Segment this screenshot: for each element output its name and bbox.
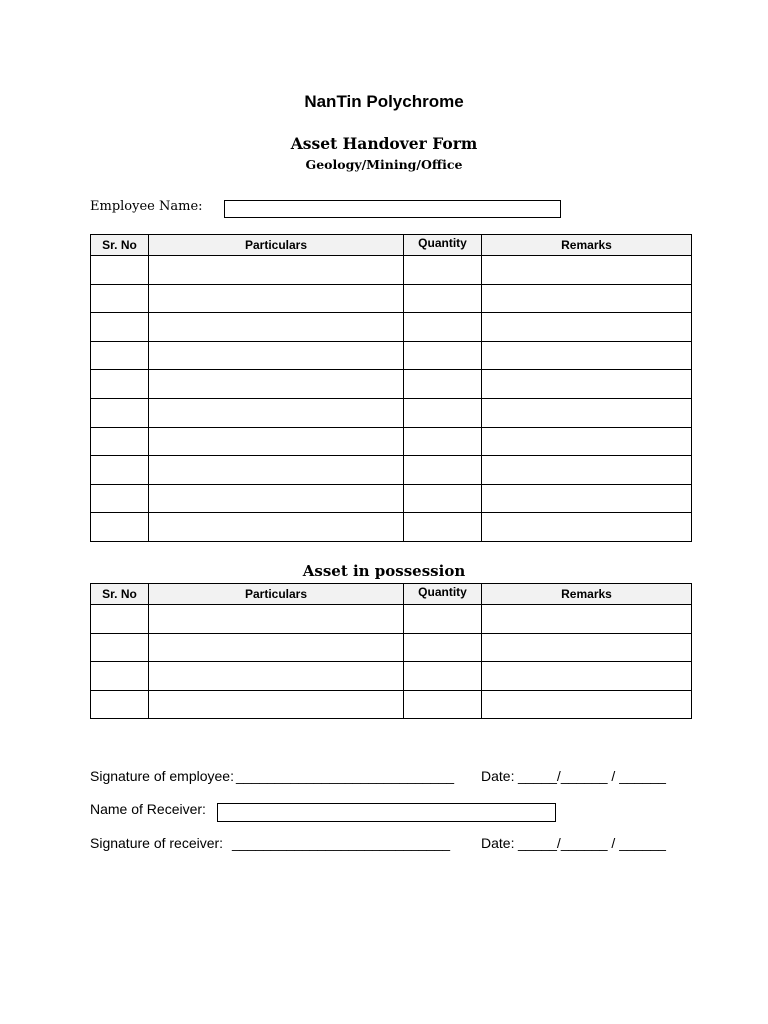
remarks-cell[interactable]: [482, 605, 692, 634]
receiver-name-field[interactable]: [217, 803, 556, 822]
remarks-cell[interactable]: [482, 370, 692, 399]
table-row: [91, 313, 692, 342]
possession-table-header: [91, 584, 692, 605]
company-name: NanTin Polychrome: [304, 92, 464, 111]
sr-no-cell[interactable]: [91, 341, 149, 370]
particulars-cell[interactable]: [149, 398, 404, 427]
possession-table: [90, 583, 692, 719]
column-header-quantity: Quantity: [404, 235, 482, 256]
particulars-cell[interactable]: [149, 456, 404, 485]
particulars-cell[interactable]: [149, 341, 404, 370]
sr-no-cell[interactable]: [91, 662, 149, 691]
date-field-receiver[interactable]: _____/______ / ______: [518, 835, 666, 851]
particulars-cell[interactable]: [149, 662, 404, 691]
table-row: [91, 456, 692, 485]
quantity-cell[interactable]: [404, 605, 482, 634]
sr-no-cell[interactable]: [91, 427, 149, 456]
sr-no-cell[interactable]: [91, 605, 149, 634]
date-label-receiver: Date:: [481, 835, 515, 851]
sr-no-cell[interactable]: [91, 313, 149, 342]
table-row: [91, 341, 692, 370]
sr-no-cell[interactable]: [91, 398, 149, 427]
remarks-cell[interactable]: [482, 513, 692, 542]
receiver-signature-label: Signature of receiver:: [90, 835, 224, 851]
sr-no-cell[interactable]: [91, 513, 149, 542]
possession-title: Asset in possession: [302, 562, 466, 580]
sr-no-cell[interactable]: [91, 484, 149, 513]
receiver-name-label: Name of Receiver:: [90, 801, 206, 817]
employee-name-field[interactable]: [224, 200, 561, 218]
particulars-cell[interactable]: [149, 633, 404, 662]
quantity-cell[interactable]: [404, 456, 482, 485]
date-label-employee: Date:: [481, 768, 515, 784]
quantity-cell[interactable]: [404, 513, 482, 542]
remarks-cell[interactable]: [482, 484, 692, 513]
remarks-cell[interactable]: [482, 284, 692, 313]
remarks-cell[interactable]: [482, 398, 692, 427]
quantity-cell[interactable]: [404, 633, 482, 662]
particulars-cell[interactable]: [149, 427, 404, 456]
quantity-cell[interactable]: [404, 662, 482, 691]
remarks-cell[interactable]: [482, 341, 692, 370]
quantity-cell[interactable]: [404, 484, 482, 513]
column-header-particulars: Particulars: [149, 584, 404, 605]
sr-no-cell[interactable]: [91, 690, 149, 719]
column-header-sr-no: Sr. No: [91, 235, 149, 256]
remarks-cell[interactable]: [482, 256, 692, 285]
table-row: [91, 513, 692, 542]
remarks-cell[interactable]: [482, 633, 692, 662]
remarks-cell[interactable]: [482, 690, 692, 719]
possession-table-body: [91, 605, 692, 719]
quantity-cell[interactable]: [404, 313, 482, 342]
form-title: Asset Handover Form: [290, 134, 478, 153]
employee-signature-line[interactable]: ____________________________: [236, 768, 455, 784]
employee-signature-label: Signature of employee:: [90, 768, 234, 784]
sr-no-cell[interactable]: [91, 284, 149, 313]
quantity-cell[interactable]: [404, 256, 482, 285]
table-row: [91, 633, 692, 662]
sr-no-cell[interactable]: [91, 633, 149, 662]
form-subtitle: Geology/Mining/Office: [305, 157, 463, 172]
handover-table: [90, 234, 692, 542]
remarks-cell[interactable]: [482, 427, 692, 456]
date-field-employee[interactable]: _____/______ / ______: [518, 768, 666, 784]
column-header-particulars: Particulars: [149, 235, 404, 256]
sr-no-cell[interactable]: [91, 256, 149, 285]
sr-no-cell[interactable]: [91, 456, 149, 485]
quantity-cell[interactable]: [404, 284, 482, 313]
column-header-quantity: Quantity: [404, 584, 482, 605]
sr-no-cell[interactable]: [91, 370, 149, 399]
column-header-remarks: Remarks: [482, 235, 692, 256]
quantity-cell[interactable]: [404, 370, 482, 399]
table-row: [91, 256, 692, 285]
quantity-cell[interactable]: [404, 427, 482, 456]
quantity-cell[interactable]: [404, 341, 482, 370]
receiver-signature-line[interactable]: ____________________________: [232, 835, 451, 851]
particulars-cell[interactable]: [149, 605, 404, 634]
remarks-cell[interactable]: [482, 313, 692, 342]
remarks-cell[interactable]: [482, 456, 692, 485]
handover-table-body: [91, 256, 692, 542]
column-header-sr-no: Sr. No: [91, 584, 149, 605]
remarks-cell[interactable]: [482, 662, 692, 691]
employee-name-label: Employee Name:: [90, 199, 203, 214]
table-row: [91, 662, 692, 691]
quantity-cell[interactable]: [404, 690, 482, 719]
column-header-remarks: Remarks: [482, 584, 692, 605]
table-row: [91, 398, 692, 427]
particulars-cell[interactable]: [149, 370, 404, 399]
particulars-cell[interactable]: [149, 256, 404, 285]
table-row: [91, 605, 692, 634]
table-row: [91, 484, 692, 513]
quantity-cell[interactable]: [404, 398, 482, 427]
table-row: [91, 427, 692, 456]
particulars-cell[interactable]: [149, 284, 404, 313]
table-row: [91, 690, 692, 719]
particulars-cell[interactable]: [149, 484, 404, 513]
table-row: [91, 284, 692, 313]
particulars-cell[interactable]: [149, 690, 404, 719]
handover-table-header: [91, 235, 692, 256]
particulars-cell[interactable]: [149, 313, 404, 342]
particulars-cell[interactable]: [149, 513, 404, 542]
table-row: [91, 370, 692, 399]
